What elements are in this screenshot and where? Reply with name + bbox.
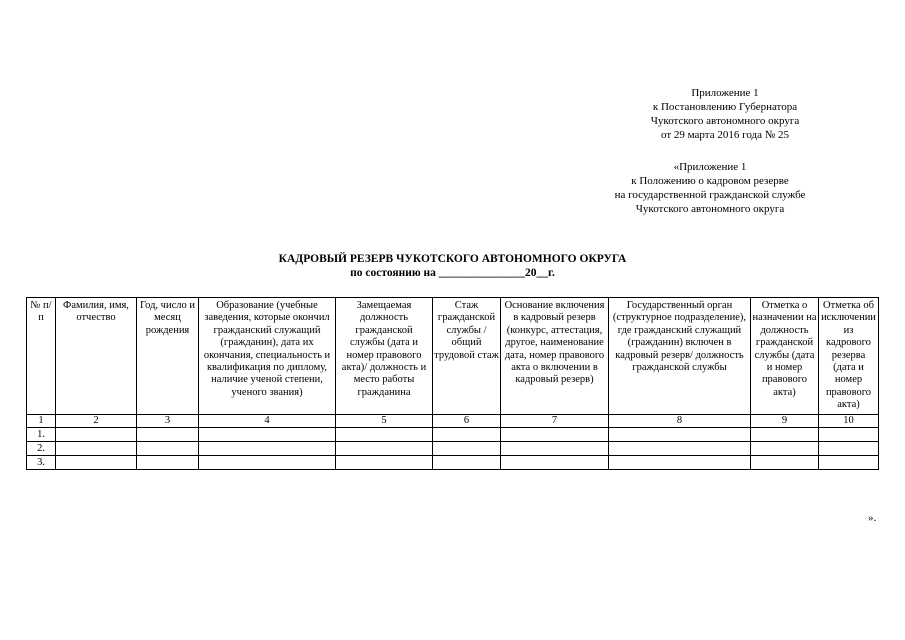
table-cell: [199, 455, 336, 469]
table-cell: [137, 441, 199, 455]
row-index: 3.: [27, 455, 56, 469]
column-header: Фамилия, имя, отчество: [56, 298, 137, 415]
table-cell: [819, 427, 879, 441]
appendix-1-line: от 29 марта 2016 года № 25: [660, 129, 789, 141]
column-header: Основание включения в кадровый резерв (конкурс, аттестация, другое, наименование дата, номер правового акта о включении в кадровый резерв): [501, 298, 609, 415]
appendix-2-reference: [585, 160, 835, 216]
table-header-row: [27, 298, 879, 415]
appendix-1-line: Чукотского автономного округа: [650, 115, 800, 127]
table-cell: [433, 427, 501, 441]
table-cell: [501, 427, 609, 441]
column-header: Стаж гражданской службы / общий трудовой стаж: [433, 298, 501, 415]
column-number: 2: [56, 414, 137, 427]
column-number: 3: [137, 414, 199, 427]
table-cell: [199, 427, 336, 441]
table-cell: [199, 441, 336, 455]
column-header: № п/п: [27, 298, 56, 415]
table-cell: [501, 455, 609, 469]
appendix-1-reference: [620, 86, 830, 142]
table-cell: [751, 455, 819, 469]
appendix-2-line: «Приложение 1: [673, 161, 747, 173]
table-cell: [336, 427, 433, 441]
document-subtitle: по состоянию на _______________20__г.: [350, 267, 555, 279]
table-cell: [819, 441, 879, 455]
table-cell: [56, 455, 137, 469]
column-number: 9: [751, 414, 819, 427]
column-header: Государственный орган (структурное подразделение), где гражданский служащий (гражданин) включен в кадровый резерв/ должность гражданской службы: [609, 298, 751, 415]
appendix-2-line: Чукотского автономного округа: [635, 203, 785, 215]
appendix-2-line: к Положению о кадровом резерве: [631, 175, 789, 187]
table-cell: [137, 455, 199, 469]
column-header: Отметка о назначении на должность гражданской службы (дата и номер правового акта): [751, 298, 819, 415]
column-number: 10: [819, 414, 879, 427]
column-number: 5: [336, 414, 433, 427]
row-index: 1.: [27, 427, 56, 441]
table-cell: [56, 441, 137, 455]
column-number: 1: [27, 414, 56, 427]
document-title-block: [0, 252, 905, 280]
row-index: 2.: [27, 441, 56, 455]
table-row: [27, 427, 879, 441]
table-cell: [433, 441, 501, 455]
table-cell: [501, 441, 609, 455]
document-title: КАДРОВЫЙ РЕЗЕРВ ЧУКОТСКОГО АВТОНОМНОГО ОКРУГА: [278, 253, 627, 265]
column-number: 6: [433, 414, 501, 427]
table-row: [27, 441, 879, 455]
table-cell: [609, 441, 751, 455]
table-row: [27, 455, 879, 469]
table-cell: [336, 455, 433, 469]
column-header: Отметка об исключении из кадрового резерва (дата и номер правового акта): [819, 298, 879, 415]
column-number: 8: [609, 414, 751, 427]
column-number: 7: [501, 414, 609, 427]
table-cell: [819, 455, 879, 469]
table-cell: [336, 441, 433, 455]
table-cell: [751, 441, 819, 455]
column-header: Замещаемая должность гражданской службы (дата и номер правового акта)/ должность и место работы гражданина: [336, 298, 433, 415]
table-cell: [56, 427, 137, 441]
table-cell: [609, 455, 751, 469]
closing-quote-mark: ».: [868, 512, 877, 524]
column-header: Год, число и месяц рождения: [137, 298, 199, 415]
column-number: 4: [199, 414, 336, 427]
personnel-reserve-table: [26, 297, 879, 470]
table-cell: [609, 427, 751, 441]
table-cell: [137, 427, 199, 441]
appendix-1-line: к Постановлению Губернатора: [652, 101, 798, 113]
table-cell: [751, 427, 819, 441]
column-header: Образование (учебные заведения, которые окончил гражданский служащий (гражданин), дата их окончания, специальность и квалификация по диплому, наличие ученой степени, ученого звания): [199, 298, 336, 415]
appendix-1-line: Приложение 1: [691, 87, 759, 99]
table-cell: [433, 455, 501, 469]
appendix-2-line: на государственной гражданской службе: [614, 189, 806, 201]
column-number-row: [27, 414, 879, 427]
